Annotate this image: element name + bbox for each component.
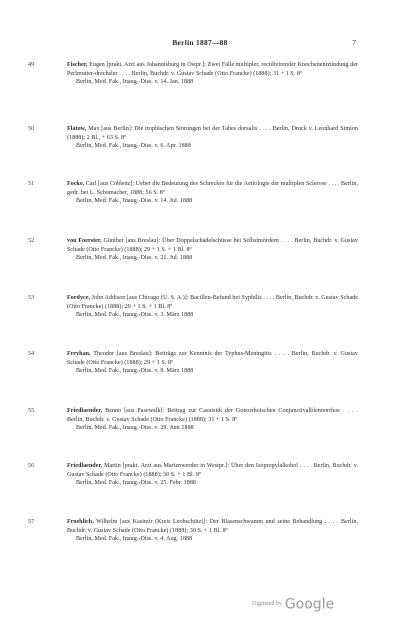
entry-number: 56	[28, 462, 35, 469]
entry-number: 51	[28, 180, 35, 187]
entry-body	[67, 518, 358, 544]
publication-note: Berlin, Med. Fak., Inaug.-Diss. v. 14. Jul. 1888	[76, 198, 193, 205]
entry-number: 49	[28, 61, 35, 68]
entry-number: 54	[28, 350, 35, 357]
entry-text: Wilhelm [aus Kasimir (Kreis Leobschütz)]: Der Blasenschwamm und seine Behandlung . . . . Berlin, Buchdr. v. Gustav Schade (Otto Francke) (1888); 30 S. + 1 Bl. 8º	[67, 519, 358, 534]
entry-body	[67, 350, 358, 376]
author-surname: von Foerster,	[67, 238, 102, 244]
entry-body	[67, 294, 358, 320]
author-surname: Fischer,	[67, 62, 88, 68]
entry-text: Benno [aus Pasewalk]: Beitrag zur Casuistik der Gonorrhoischen Conjunctivalblennorrhoe . . . . Berlin, Buchdr. v. Gustav Schade (Otto Francke) (1888); 31 + 1 S. 8º	[67, 408, 358, 423]
entry-number: 52	[28, 237, 35, 244]
author-surname: Froehlich,	[67, 519, 94, 525]
entry-body	[67, 61, 358, 87]
publication-note: Berlin, Med. Fak., Inaug.-Diss. v. 25. Febr. 1888	[76, 480, 196, 487]
page-header	[0, 38, 400, 50]
entry-body	[67, 237, 358, 263]
running-head: Berlin 1887—88	[172, 38, 228, 47]
google-logo: Google	[284, 596, 335, 613]
entry-text: John Addison [aus Chicago (U. S. A.)]: Bacillen-Befund bei Syphilis . . . . Berlin, Buchdr. v. Gustav Schade (Otto Francke) (1888); 29 + 1 S. + 1 Bl. 8º	[67, 295, 358, 310]
entry-body	[67, 180, 358, 206]
entry-text: Martin [prakt. Arzt aus Marienwerder in Westpr.]: Über den Isopropylalkohol . . . . Berlin, Buchdr. v. Gustav Schade (Otto Francke) (1888); 30 S. + 1 Bl. 8º	[67, 463, 358, 478]
author-surname: Fordyce,	[67, 295, 91, 301]
entry-number: 50	[28, 125, 35, 132]
publication-note: Berlin, Med. Fak., Inaug.-Diss. v. 29. Juni 1888	[76, 425, 194, 432]
entry-text: Eugen [prakt. Arzt aus Johannisburg in Ostpr.]: Zwei Fälle multipler, recidivirender Knochenentzündung der Perlmutter-drechsler . . . . Berlin, Buchdr. v. Gustav Schade (Otto Francke) (1888); 31 + 1 S. 8º	[67, 62, 358, 77]
entry-body	[67, 125, 358, 151]
entry-body	[67, 407, 358, 433]
publication-note: Berlin, Med. Fak., Inaug.-Diss. v. 21. Jul. 1888	[76, 255, 193, 262]
publication-note: Berlin, Med. Fak., Inaug.-Diss. v. 14. Jan. 1888	[76, 79, 194, 86]
author-surname: Friedlaender,	[67, 463, 103, 469]
publication-note: Berlin, Med. Fak., Inaug.-Diss. v. 4. Aug. 1888	[76, 536, 193, 543]
entry-text: Günther [aus Breslau]: Über Doppelschädelschüsse bei Selbstmördern . . . . Berlin, Buchdr. v. Gustav Schade (Otto Francke) (1888); 29 + 1 S. + 1 Bl. 8º	[67, 238, 358, 253]
publication-note: Berlin, Med. Fak., Inaug.-Diss. v. 3. März 1888	[76, 312, 194, 319]
entry-text: Carl [aus Coblenz]: Ueber die Bedeutung des Schreckes für die Aetiologie der multiplen Sclerose . . . . Berlin, gedr. bei L. Schumacher, 1888; 56 S. 8º	[67, 181, 358, 196]
entry-number: 53	[28, 294, 35, 301]
entry-body	[67, 462, 358, 488]
publication-note: Berlin, Med. Fak., Inaug.-Diss. v. 8. März 1888	[76, 368, 194, 375]
publication-note: Berlin, Med. Fak., Inaug.-Diss. v. 6. Apr. 1888	[76, 143, 191, 150]
entry-text: Max [aus Berlin]: Die trophischen Störungen bei der Tabes dorsalis . . . . Berlin, Druck v. Leonhard Simion (1888); 2 Bl., + 63 S. 8º	[67, 126, 358, 141]
digitized-watermark	[252, 595, 334, 613]
author-surname: Freyhan,	[67, 351, 91, 357]
page-number: 7	[352, 38, 356, 47]
author-surname: Focke,	[67, 181, 85, 187]
entry-text: Theodor [aus Breslau]: Beiträge zur Kenntnis der Typhus-Meningitis . . . . Berlin, Buchdr. v. Gustav Schade (Otto Francke) (1888); 29 + 1 S. 8º	[67, 351, 358, 366]
entry-number: 57	[28, 518, 35, 525]
author-surname: Flatow,	[67, 126, 87, 132]
digitized-by-text: Digitized by	[252, 601, 282, 608]
author-surname: Friedlaender,	[67, 408, 103, 414]
entry-number: 55	[28, 407, 35, 414]
